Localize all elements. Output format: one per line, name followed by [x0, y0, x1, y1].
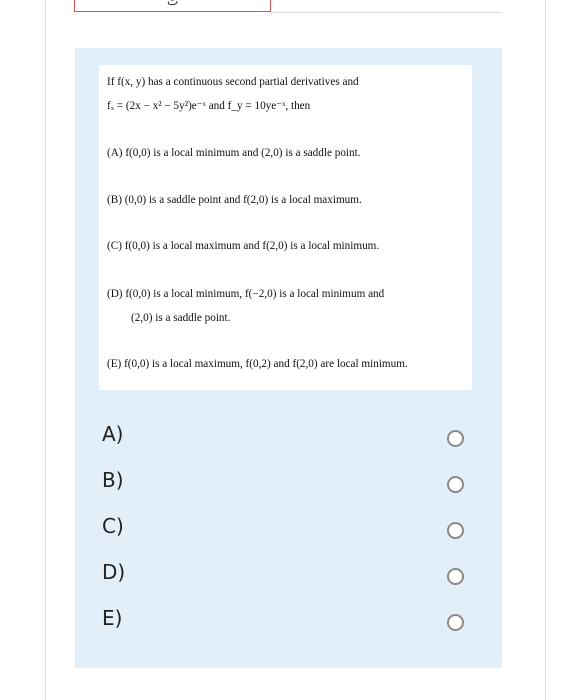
answer-input-field[interactable]	[74, 0, 271, 12]
option-e[interactable]	[75, 602, 502, 648]
question-card	[75, 48, 502, 668]
option-c[interactable]	[75, 510, 502, 556]
option-label-e: E)	[102, 606, 123, 630]
option-label-c: C)	[102, 514, 124, 538]
radio-c-icon[interactable]	[447, 522, 464, 539]
choice-text-b: (B) (0,0) is a saddle point and f(2,0) is a local maximum.	[107, 194, 362, 206]
radio-d-icon[interactable]	[447, 568, 464, 585]
question-text-line-2: fₓ = (2x − x² − 5y²)e⁻ˣ and f_y = 10ye⁻ˣ, then	[107, 100, 311, 112]
input-glyph: ت	[167, 0, 179, 8]
choice-text-a: (A) f(0,0) is a local minimum and (2,0) is a saddle point.	[107, 147, 361, 159]
option-label-d: D)	[102, 560, 126, 584]
radio-a-icon[interactable]	[447, 430, 464, 447]
option-label-a: A)	[102, 422, 124, 446]
divider	[271, 0, 502, 13]
radio-b-icon[interactable]	[447, 476, 464, 493]
question-text-line-1: If f(x, y) has a continuous second partial derivatives and	[107, 76, 359, 88]
top-bar	[74, 0, 502, 14]
option-a[interactable]	[75, 418, 502, 464]
choice-text-d-continued: (2,0) is a saddle point.	[131, 312, 231, 324]
option-d[interactable]	[75, 556, 502, 602]
question-image	[99, 65, 472, 390]
choice-text-d: (D) f(0,0) is a local minimum, f(−2,0) is a local minimum and	[107, 288, 385, 300]
radio-e-icon[interactable]	[447, 614, 464, 631]
option-b[interactable]	[75, 464, 502, 510]
choice-text-e: (E) f(0,0) is a local maximum, f(0,2) and f(2,0) are local minimum.	[107, 358, 408, 370]
choice-text-c: (C) f(0,0) is a local maximum and f(2,0) is a local minimum.	[107, 240, 380, 252]
option-label-b: B)	[102, 468, 124, 492]
